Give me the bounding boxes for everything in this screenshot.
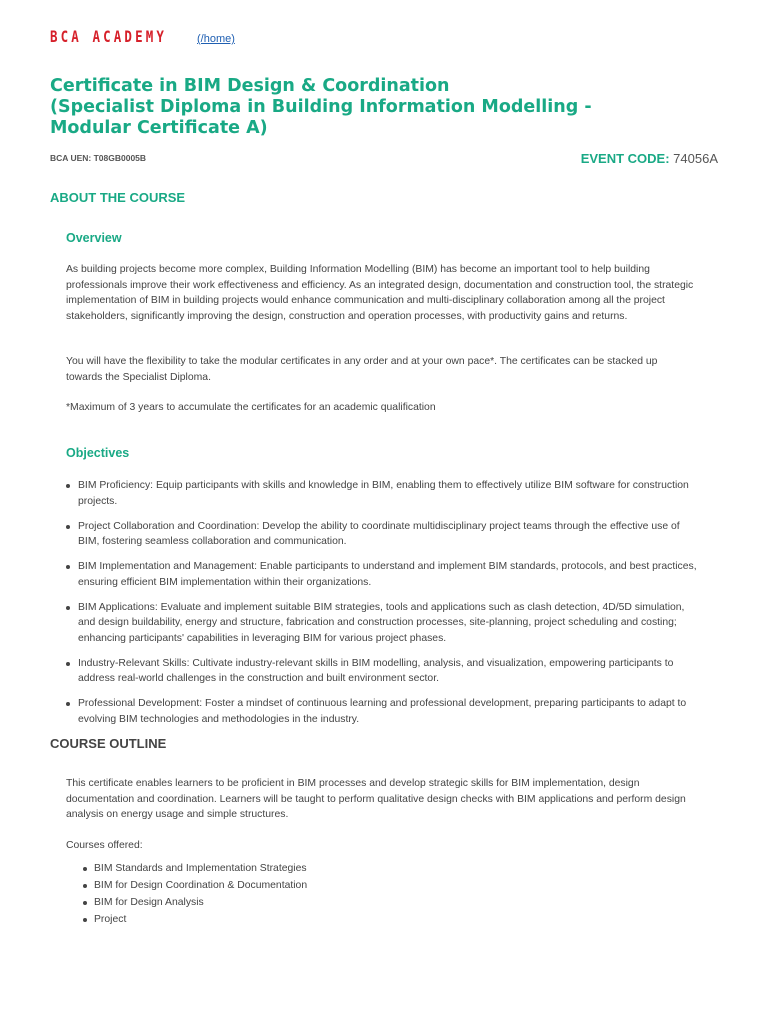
outline-intro: This certificate enables learners to be proficient in BIM processes and develop strategic skills for BIM implementation, design documentation and coordination. Learners will be taught to perform qualitative design checks with BIM applications and perform design analysis on energy usage and simple structures. <box>66 778 686 820</box>
course-item: BIM Standards and Implementation Strategies <box>82 860 307 877</box>
event-code-label: EVENT CODE: <box>580 151 670 166</box>
overview-footnote: *Maximum of 3 years to accumulate the certificates for an academic qualification <box>66 402 436 413</box>
overview-paragraph: You will have the flexibility to take the modular certificates in any order and at your own pace*. The certificates can be stacked up towards the Specialist Diploma. <box>66 356 658 383</box>
objective-item: BIM Implementation and Management: Enable participants to understand and implement BIM standards, protocols, and best practices, ensuring efficient BIM implementation within their organizations. <box>66 559 702 590</box>
overview-paragraph: As building projects become more complex, Building Information Modelling (BIM) has become an important tool to help building professionals improve their work effectiveness and efficiency. As an integrated design, documentation and construction tool, the strategic implementation of BIM in building projects would enhance communication and multi-disciplinary collaboration among all the project stakeholders, significantly improving the design, construction and operation processes, with productivity gains and returns. <box>66 264 694 322</box>
courses-list <box>82 860 307 928</box>
site-header <box>50 27 235 46</box>
event-code-value: 74056A <box>673 151 718 166</box>
objective-item: BIM Proficiency: Equip participants with skills and knowledge in BIM, enabling them to effectively utilize BIM software for construction projects. <box>66 478 702 509</box>
course-outline-heading: COURSE OUTLINE <box>50 736 167 751</box>
course-title-line-2: (Specialist Diploma in Building Information Modelling - <box>50 97 592 117</box>
courses-offered-label: Courses offered: <box>66 840 143 851</box>
course-title-line-1: Certificate in BIM Design & Coordination <box>50 76 450 96</box>
objective-item: Professional Development: Foster a mindset of continuous learning and professional development, preparing participants to adapt to evolving BIM technologies and methodologies in the industry. <box>66 696 702 727</box>
home-link[interactable]: (/home) <box>197 33 235 45</box>
objective-item: Industry-Relevant Skills: Cultivate industry-relevant skills in BIM modelling, analysis, and visualization, empowering participants to address real-world challenges in the construction and built environment sector. <box>66 656 702 687</box>
objective-item: Project Collaboration and Coordination: Develop the ability to coordinate multidisciplinary project teams through the effective use of BIM, fostering seamless collaboration and communication. <box>66 519 702 550</box>
about-course-heading: ABOUT THE COURSE <box>50 190 186 205</box>
course-item: BIM for Design Coordination & Documentation <box>82 877 307 894</box>
course-title <box>50 76 610 139</box>
course-item: Project <box>82 911 307 928</box>
course-item: BIM for Design Analysis <box>82 894 307 911</box>
bca-uen: BCA UEN: T08GB0005B <box>50 153 147 163</box>
bca-academy-logo[interactable]: BCA ACADEMY <box>50 27 167 46</box>
overview-heading: Overview <box>66 231 122 245</box>
objective-item: BIM Applications: Evaluate and implement suitable BIM strategies, tools and applications such as clash detection, 4D/5D simulation, and design buildability, energy and structure, fabrication and construction processes, site-planning, project scheduling and costing; enhancing participants' capabilities in leveraging BIM for various project phases. <box>66 600 702 647</box>
objectives-heading: Objectives <box>66 446 130 460</box>
course-title-line-3: Modular Certificate A) <box>50 118 268 138</box>
event-code <box>581 151 718 166</box>
objectives-list <box>66 478 702 737</box>
